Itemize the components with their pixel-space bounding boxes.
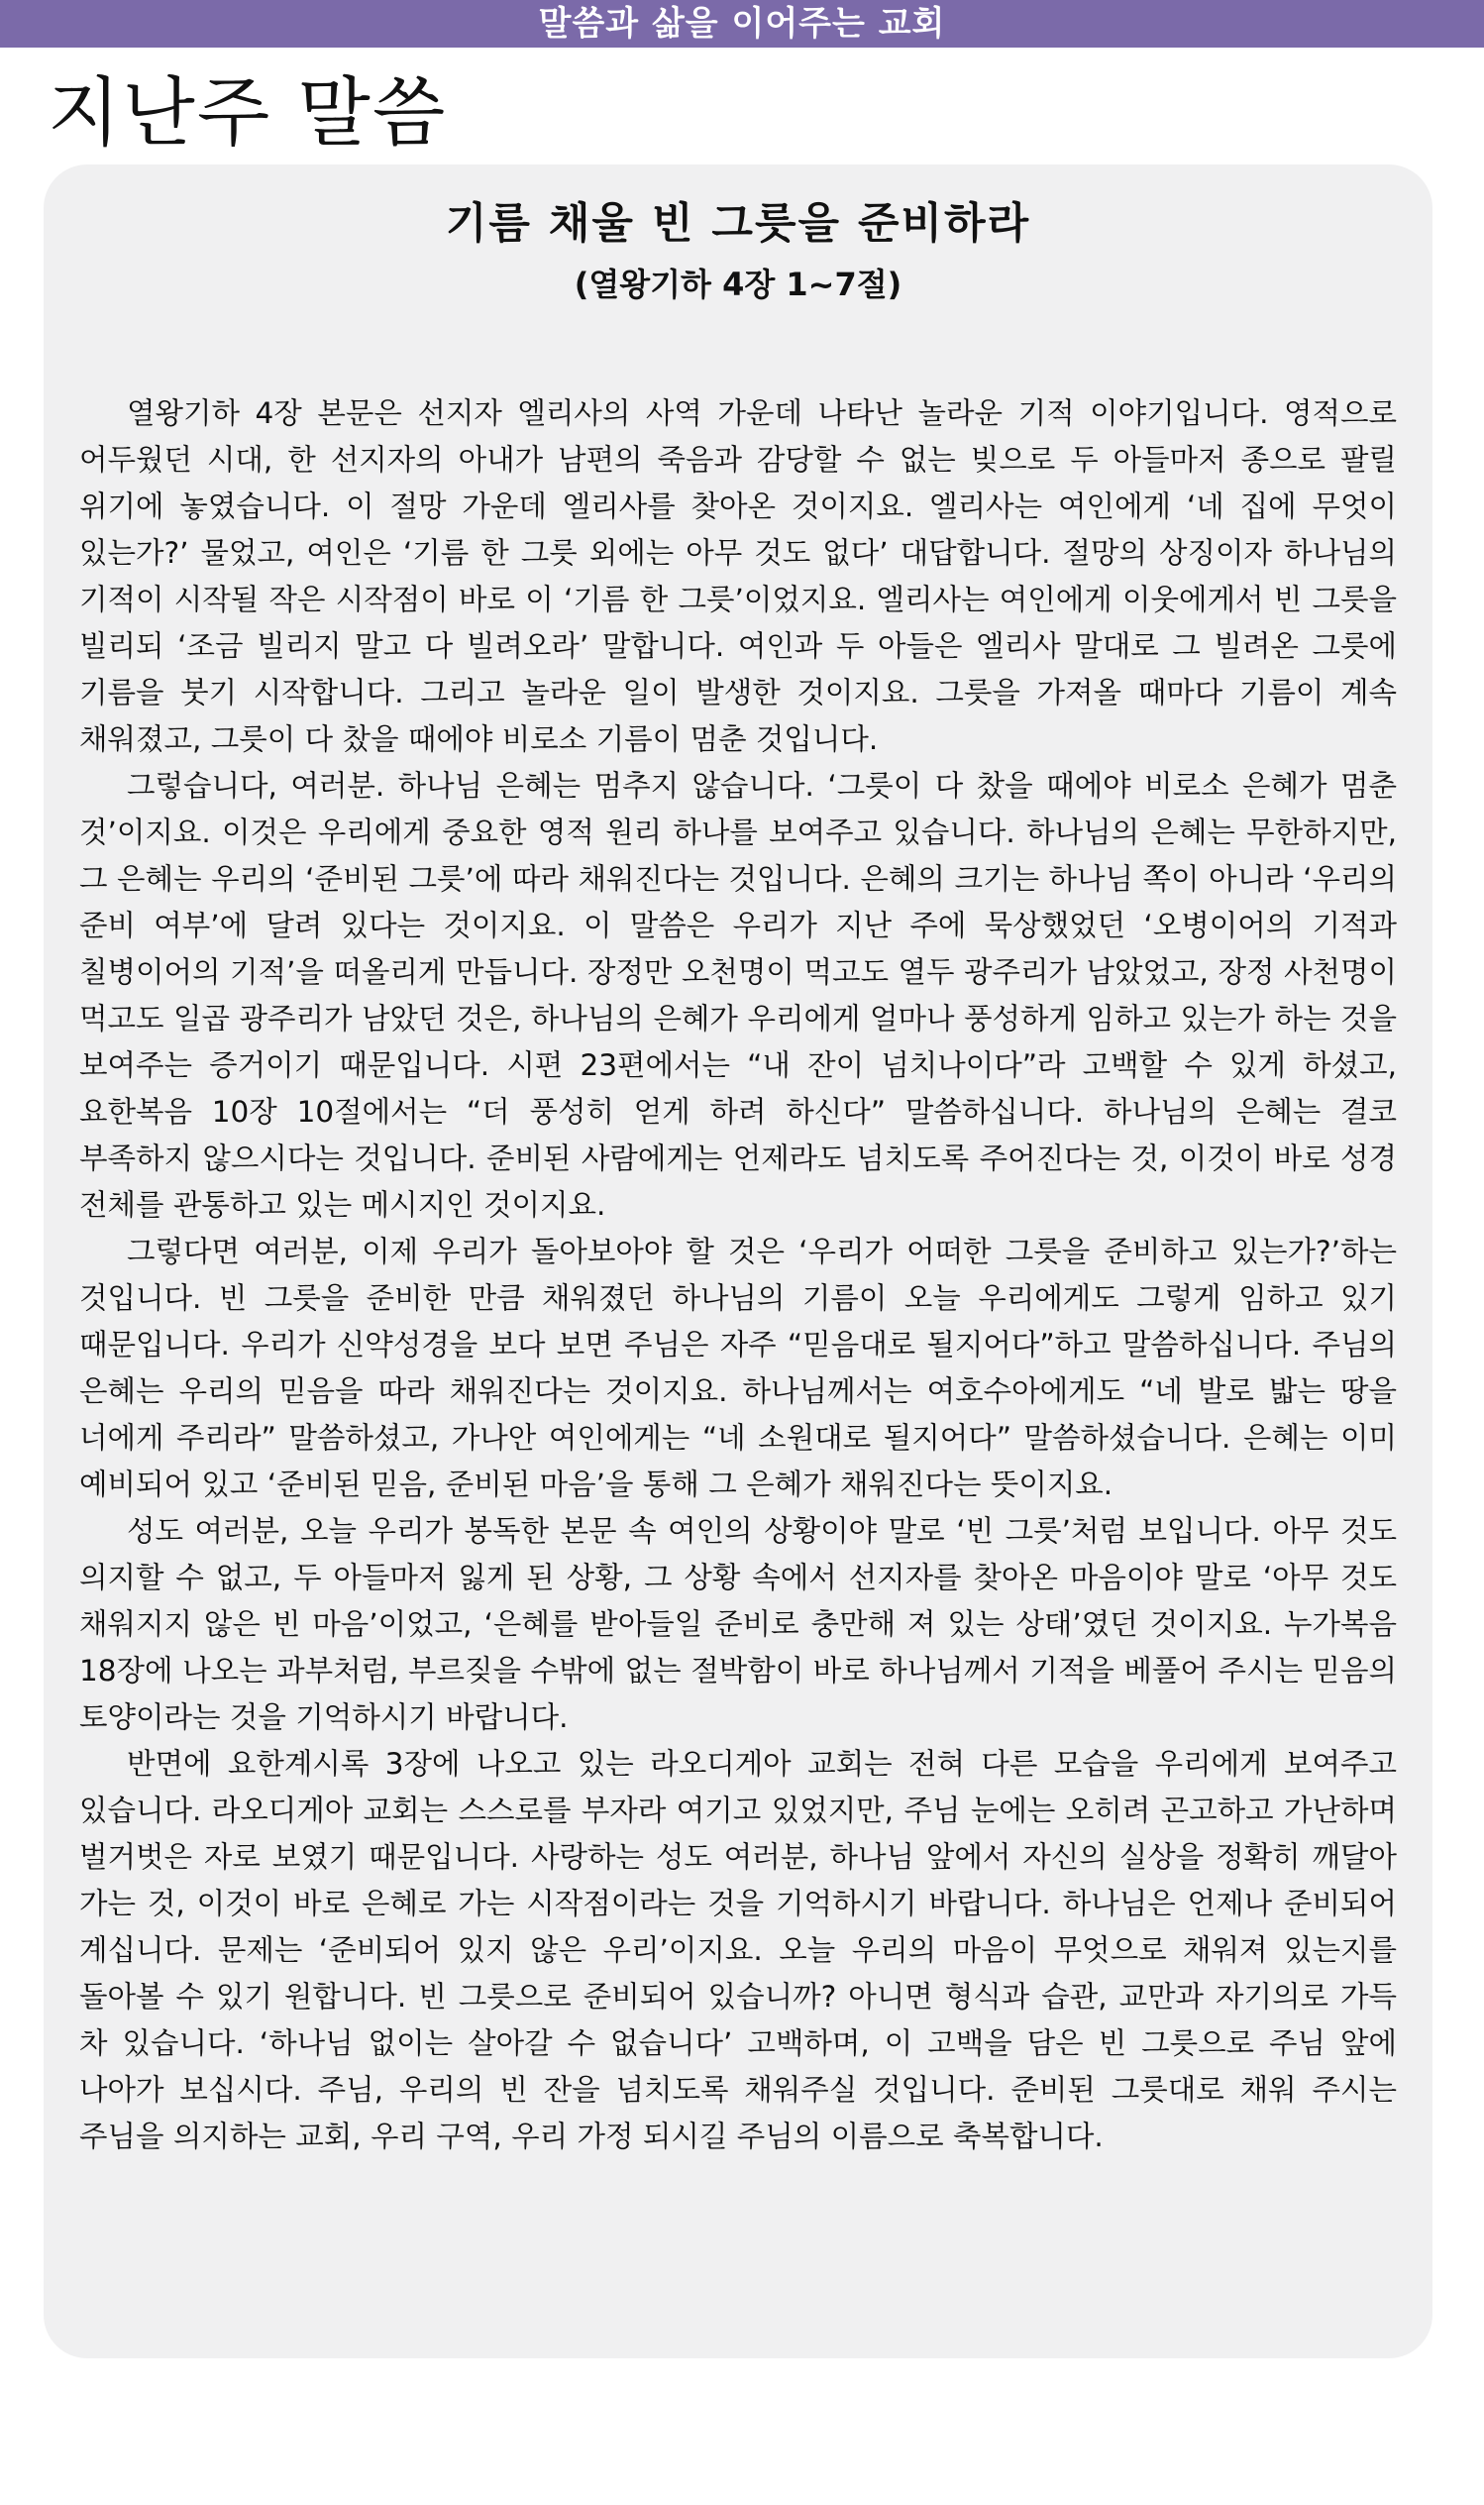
- section-title: 지난주 말씀: [48, 68, 448, 157]
- sermon-paragraph-2: 그렇습니다, 여러분. 하나님 은혜는 멈추지 않습니다. ‘그릇이 다 찼을 때에야 비로소 은혜가 멈춘 것’이지요. 이것은 우리에게 중요한 영적 원리 하나를 보여주고 있습니다. 하나님의 은혜는 무한하지만, 그 은혜는 우리의 ‘준비된 그릇’에 따라 채워진다는 것입니다. 은혜의 크기는 하나님 쪽이 아니라 ‘우리의 준비 여부’에 달려 있다는 것이지요. 이 말씀은 우리가 지난 주에 묵상했었던 ‘오병이어의 기적과 칠병이어의 기적’을 떠올리게 만듭니다. 장정만 오천명이 먹고도 열두 광주리가 남았었고, 장정 사천명이 먹고도 일곱 광주리가 남았던 것은, 하나님의 은혜가 우리에게 얼마나 풍성하게 임하고 있는가 하는 것을 보여주는 증거이기 때문입니다. 시편 23편에서는 “내 잔이 넘치나이다”라 고백할 수 있게 하셨고, 요한복음 10장 10절에서는 “더 풍성히 얻게 하려 하신다” 말씀하십니다. 하나님의 은혜는 결코 부족하지 않으시다는 것입니다. 준비된 사람에게는 언제라도 넘치도록 주어진다는 것, 이것이 바로 성경 전체를 관통하고 있는 메시지인 것이지요.: [79, 769, 1397, 1222]
- sermon-paragraph-1: 열왕기하 4장 본문은 선지자 엘리사의 사역 가운데 나타난 놀라운 기적 이야기입니다. 영적으로 어두웠던 시대, 한 선지자의 아내가 남편의 죽음과 감당할 수 없는 빚으로 두 아들마저 종으로 팔릴 위기에 놓였습니다. 이 절망 가운데 엘리사를 찾아온 것이지요. 엘리사는 여인에게 ‘네 집에 무엇이 있는가?’ 물었고, 여인은 ‘기름 한 그릇 외에는 아무 것도 없다’ 대답합니다. 절망의 상징이자 하나님의 기적이 시작될 작은 시작점이 바로 이 ‘기름 한 그릇’이었지요. 엘리사는 여인에게 이웃에게서 빈 그릇을 빌리되 ‘조금 빌리지 말고 다 빌려오라’ 말합니다. 여인과 두 아들은 엘리사 말대로 그 빌려온 그릇에 기름을 붓기 시작합니다. 그리고 놀라운 일이 발생한 것이지요. 그릇을 가져올 때마다 기름이 계속 채워졌고, 그릇이 다 찼을 때에야 비로소 기름이 멈춘 것입니다.: [79, 396, 1397, 756]
- banner-text: 말씀과 삶을 이어주는 교회: [538, 4, 946, 44]
- sermon-paragraph-5: 반면에 요한계시록 3장에 나오고 있는 라오디게아 교회는 전혀 다른 모습을 우리에게 보여주고 있습니다. 라오디게아 교회는 스스로를 부자라 여기고 있었지만, 주님 눈에는 오히려 곤고하고 가난하며 벌거벗은 자로 보였기 때문입니다. 사랑하는 성도 여러분, 하나님 앞에서 자신의 실상을 정확히 깨달아 가는 것, 이것이 바로 은혜로 가는 시작점이라는 것을 기억하시기 바랍니다. 하나님은 언제나 준비되어 계십니다. 문제는 ‘준비되어 있지 않은 우리’이지요. 오늘 우리의 마음이 무엇으로 채워져 있는지를 돌아볼 수 있기 원합니다. 빈 그릇으로 준비되어 있습니까? 아니면 형식과 습관, 교만과 자기의로 가득 차 있습니다. ‘하나님 없이는 살아갈 수 없습니다’ 고백하며, 이 고백을 담은 빈 그릇으로 주님 앞에 나아가 보십시다. 주님, 우리의 빈 잔을 넘치도록 채워주실 것입니다. 준비된 그릇대로 채워 주시는 주님을 의지하는 교회, 우리 구역, 우리 가정 되시길 주님의 이름으로 축복합니다.: [79, 1747, 1397, 2153]
- sermon-body: [79, 390, 1397, 2160]
- top-banner: [0, 0, 1484, 48]
- sermon-card: [44, 164, 1432, 2358]
- scripture-reference: (열왕기하 4장 1~7절): [574, 266, 902, 303]
- sermon-paragraph-3: 그렇다면 여러분, 이제 우리가 돌아보아야 할 것은 ‘우리가 어떠한 그릇을 준비하고 있는가?’하는 것입니다. 빈 그릇을 준비한 만큼 채워졌던 하나님의 기름이 오늘 우리에게도 그렇게 임하고 있기 때문입니다. 우리가 신약성경을 보다 보면 주님은 자주 “믿음대로 될지어다”하고 말씀하십니다. 주님의 은혜는 우리의 믿음을 따라 채워진다는 것이지요. 하나님께서는 여호수아에게도 “네 발로 밟는 땅을 너에게 주리라” 말씀하셨고, 가나안 여인에게는 “네 소원대로 될지어다” 말씀하셨습니다. 은혜는 이미 예비되어 있고 ‘준비된 믿음, 준비된 마음’을 통해 그 은혜가 채워진다는 뜻이지요.: [79, 1235, 1397, 1501]
- sermon-title: 기름 채울 빈 그릇을 준비하라: [445, 199, 1031, 249]
- sermon-paragraph-4: 성도 여러분, 오늘 우리가 봉독한 본문 속 여인의 상황이야 말로 ‘빈 그릇’처럼 보입니다. 아무 것도 의지할 수 없고, 두 아들마저 잃게 된 상황, 그 상황 속에서 선지자를 찾아온 마음이야 말로 ‘아무 것도 채워지지 않은 빈 마음’이었고, ‘은혜를 받아들일 준비로 충만해 져 있는 상태’였던 것이지요. 누가복음 18장에 나오는 과부처럼, 부르짖을 수밖에 없는 절박함이 바로 하나님께서 기적을 베풀어 주시는 믿음의 토양이라는 것을 기억하시기 바랍니다.: [79, 1514, 1397, 1734]
